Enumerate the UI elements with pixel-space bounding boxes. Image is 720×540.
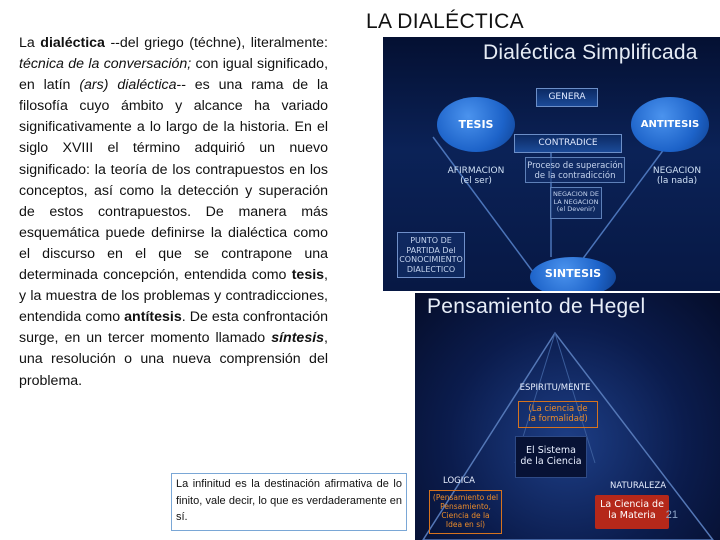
body-segment: con igual significado, en latín xyxy=(19,56,329,94)
body-segment: tesis xyxy=(291,267,325,284)
diagram-hegel xyxy=(415,293,720,540)
logica-label: LOGICA xyxy=(443,476,475,486)
naturaleza-label: NATURALEZA xyxy=(609,481,667,491)
body-segment: --del griego (téchne), literalmente: xyxy=(104,35,328,51)
antitesis-oval: ANTITESIS xyxy=(631,97,709,152)
sistema-box xyxy=(515,436,587,478)
body-segment: La xyxy=(19,35,41,51)
body-segment: . De esta confrontación surge, en un tercer momento llamado xyxy=(19,309,328,347)
afirmacion-label: AFIRMACION (el ser) xyxy=(447,166,505,186)
espiritu-box: (La ciencia de la formalidad) xyxy=(518,401,598,428)
body-segment: -- es una rama de la filosofía cuyo ámbito y alcance ha variado significativamente a lo largo de la historia. En el siglo XVIII el término adquirió un nuevo significado: la teoría de los contrapuestos en los conceptos, así como la detección y superación de estos contrapuestos. De manera más esquemática puede definirse la dialéctica como el discurso en el que se contrapone una determinada concepción, entendida como xyxy=(19,77,329,284)
espiritu-label: ESPIRITU/MENTE xyxy=(519,383,591,393)
body-segment: técnica de la conversación; xyxy=(19,56,192,73)
body-segment: dialéctica xyxy=(40,35,105,51)
sintesis-oval: SINTESIS xyxy=(530,257,616,291)
contradice-bar: CONTRADICE xyxy=(514,134,622,153)
body-paragraph xyxy=(19,33,328,392)
naturaleza-box: La Ciencia de la Materia xyxy=(595,495,669,529)
negacion-label: NEGACION (la nada) xyxy=(652,166,702,186)
genera-bar: GENERA xyxy=(536,88,598,107)
body-segment: , y la muestra de los problemas y contradicciones, entendida como xyxy=(19,267,328,326)
negacion-de-negacion-box: NEGACION DE LA NEGACION (el Devenir) xyxy=(550,187,602,219)
sistema-label: El Sistema de la Ciencia xyxy=(520,445,582,467)
page-number: 21 xyxy=(665,509,678,521)
body-segment: síntesis xyxy=(271,330,325,347)
body-segment: antítesis xyxy=(124,309,182,326)
quote-box: La infinitud es la destinación afirmativa de lo finito, vale decir, lo que es verdaderamente en sí. xyxy=(171,473,407,531)
hegel-title: Pensamiento de Hegel xyxy=(427,295,646,318)
diagram-simplificada-title: Dialéctica Simplificada xyxy=(483,41,698,64)
logica-box: (Pensamiento del Pensamiento, Ciencia de la Idea en sí) xyxy=(429,490,502,534)
diagram-simplificada xyxy=(383,37,720,291)
proceso-box: Proceso de superación de la contradicción xyxy=(525,157,625,183)
punto-de-partida-box: PUNTO DE PARTIDA Del CONOCIMIENTO DIALECTICO xyxy=(397,232,465,278)
tesis-oval: TESIS xyxy=(437,97,515,152)
body-segment: (ars) dialéctica xyxy=(79,77,177,94)
body-segment: , una resolución o una nueva comprensión del problema. xyxy=(19,330,328,389)
slide-title: LA DIALÉCTICA xyxy=(366,10,524,33)
